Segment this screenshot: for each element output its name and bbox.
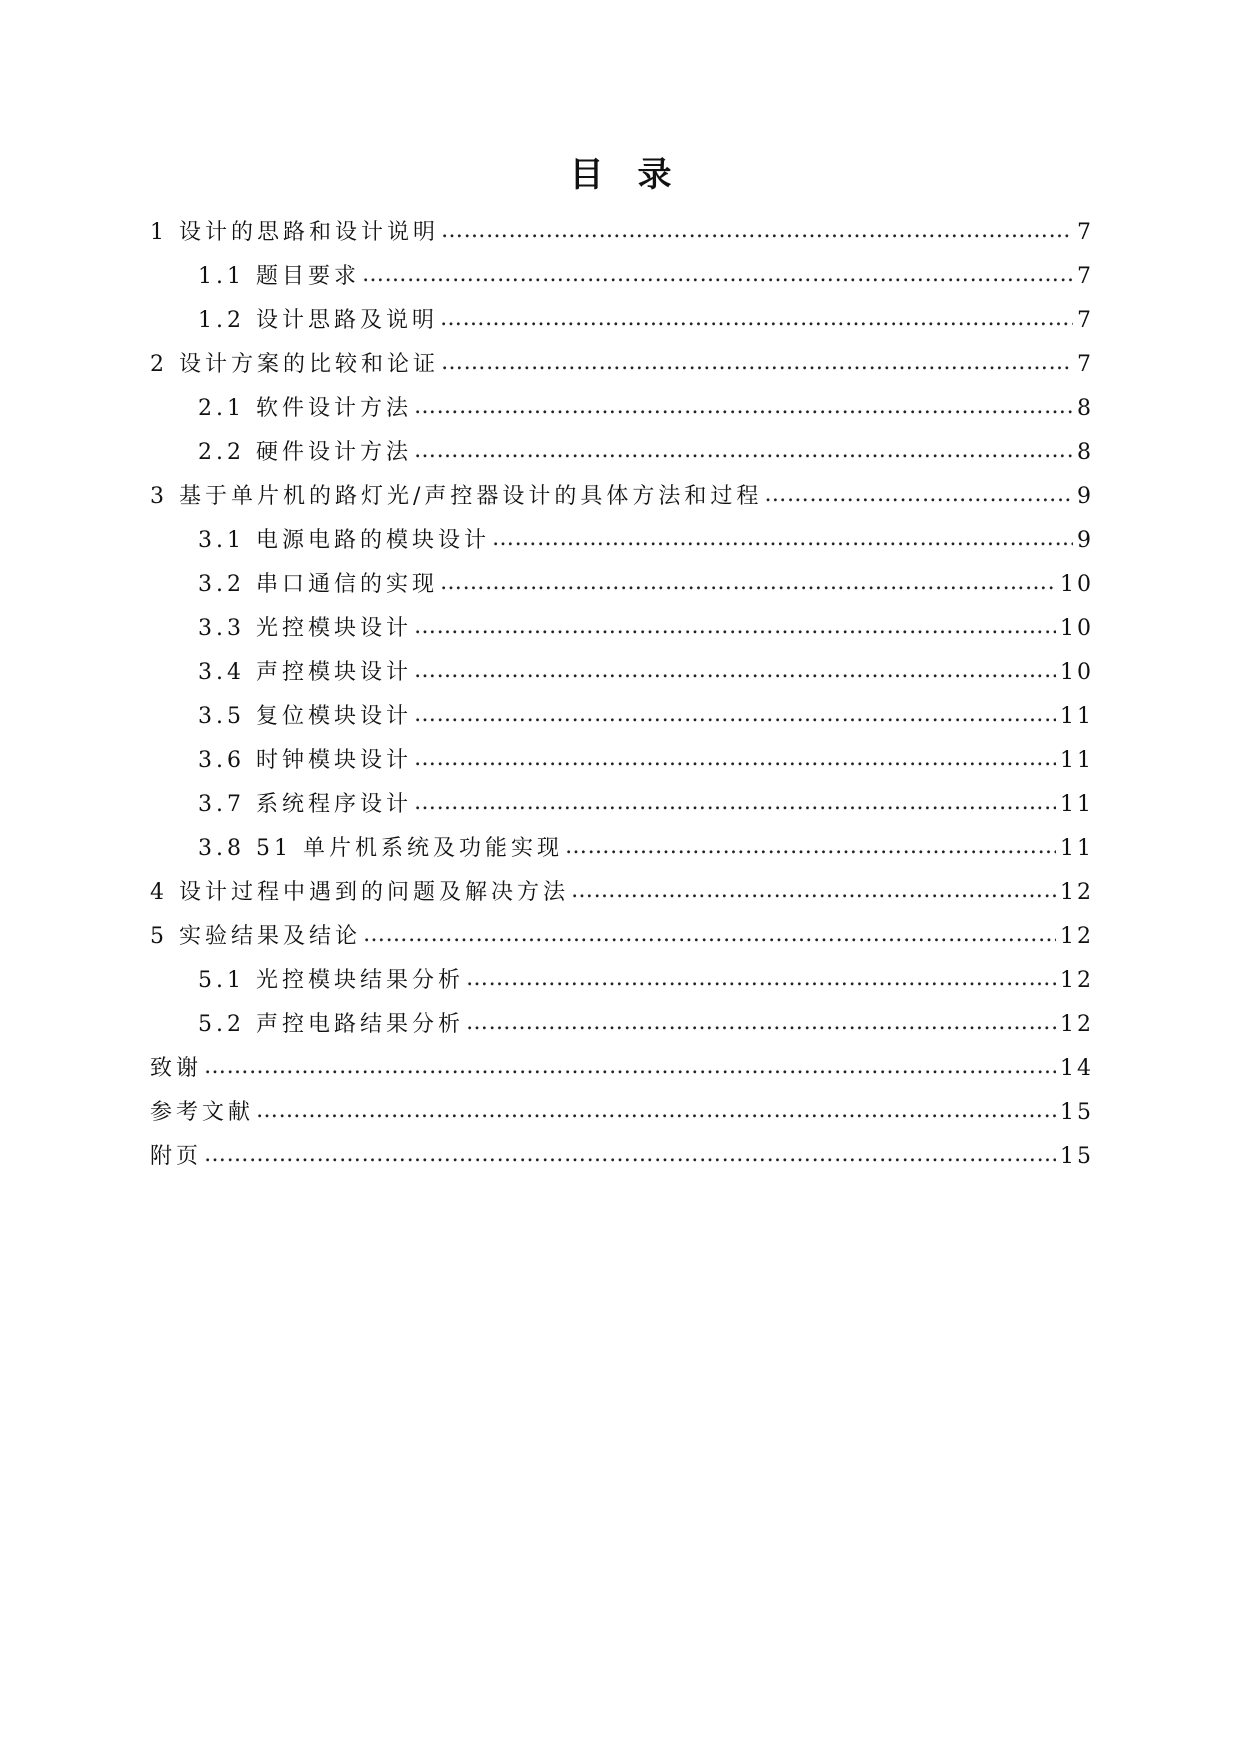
toc-dot-leader [362,260,1073,290]
toc-dot-leader [571,876,1056,906]
toc-dot-leader [466,1008,1056,1038]
toc-entry-label: 3.1 电源电路的模块设计 [198,528,490,553]
toc-entry-page: 7 [1077,220,1094,245]
toc-entry-label: 致谢 [150,1056,203,1081]
toc-entry [198,786,1094,820]
toc-dot-leader [414,436,1073,466]
toc-entry-page: 8 [1077,440,1094,465]
toc-dot-leader [414,700,1056,730]
toc-entry-page: 7 [1077,264,1094,289]
toc-entry-page: 11 [1060,748,1094,773]
toc-dot-leader [441,216,1073,246]
toc-entry-label: 3.6 时钟模块设计 [198,748,412,773]
toc-dot-leader [414,392,1073,422]
toc-entry [150,918,1094,952]
toc-entry-page: 9 [1077,528,1094,553]
toc-dot-leader [492,524,1073,554]
toc-dot-leader [414,612,1056,642]
toc-entry-page: 15 [1060,1100,1094,1125]
toc-entry-label: 3.7 系统程序设计 [198,792,412,817]
toc-entry-label: 5.2 声控电路结果分析 [198,1012,464,1037]
toc-entry-label: 5.1 光控模块结果分析 [198,968,464,993]
toc-entry [198,698,1094,732]
toc-entry-page: 7 [1077,308,1094,333]
toc-entry-label: 参考文献 [150,1100,255,1125]
toc-entry [198,434,1094,468]
toc-entry [198,742,1094,776]
toc-entry-label: 附页 [150,1144,203,1169]
toc-entry-page: 11 [1060,704,1094,729]
toc-entry-page: 9 [1077,484,1094,509]
toc-entry-page: 11 [1060,792,1094,817]
toc-entry [150,1094,1094,1128]
toc-entry-label: 5 实验结果及结论 [150,924,361,949]
toc-dot-leader [440,568,1056,598]
toc-entry-page: 10 [1060,572,1094,597]
toc-entry [150,1138,1094,1172]
toc-entry-label: 1 设计的思路和设计说明 [150,220,439,245]
toc-dot-leader [363,920,1056,950]
toc-entry [150,478,1094,512]
toc-entry [198,962,1094,996]
toc-entry-page: 8 [1077,396,1094,421]
toc-entry [150,1050,1094,1084]
toc-entry [198,390,1094,424]
toc-dot-leader [466,964,1056,994]
toc-dot-leader [565,832,1056,862]
toc-entry [198,1006,1094,1040]
toc-title: 目 录 [569,155,672,195]
toc-dot-leader [441,348,1073,378]
toc-dot-leader [256,1096,1056,1126]
toc-entry-page: 15 [1060,1144,1094,1169]
toc-entry [150,874,1094,908]
toc-entry [198,258,1094,292]
toc-entry-label: 3.2 串口通信的实现 [198,572,438,597]
toc-entry-label: 3.8 51 单片机系统及功能实现 [198,836,563,861]
toc-entry-page: 12 [1060,1012,1094,1037]
toc-entry [150,214,1094,248]
toc-dot-leader [440,304,1073,334]
toc-entry-label: 3.3 光控模块设计 [198,616,412,641]
toc-entry-page: 14 [1060,1056,1094,1081]
toc-entry-page: 12 [1060,924,1094,949]
toc-dot-leader [764,480,1073,510]
toc-entry [150,346,1094,380]
toc-entry [198,654,1094,688]
toc-entry [198,610,1094,644]
toc-entry-label: 1.2 设计思路及说明 [198,308,438,333]
toc-dot-leader [414,788,1056,818]
toc-entry-page: 11 [1060,836,1094,861]
toc-dot-leader [204,1140,1056,1170]
toc-dot-leader [414,656,1056,686]
toc-entry-label: 3.5 复位模块设计 [198,704,412,729]
toc-entry-page: 12 [1060,968,1094,993]
toc-entry [198,566,1094,600]
toc-entry [198,522,1094,556]
toc-dot-leader [204,1052,1056,1082]
toc-entry-label: 3 基于单片机的路灯光/声控器设计的具体方法和过程 [150,484,763,509]
toc-entry-page: 7 [1077,352,1094,377]
toc-entry-page: 10 [1060,616,1094,641]
toc-dot-leader [414,744,1056,774]
toc-entry-label: 1.1 题目要求 [198,264,360,289]
toc-entry [198,830,1094,864]
toc-entry-label: 4 设计过程中遇到的问题及解决方法 [150,880,569,905]
toc-entry-label: 2.1 软件设计方法 [198,396,412,421]
toc-entry [198,302,1094,336]
toc-entry-label: 3.4 声控模块设计 [198,660,412,685]
toc-entry-label: 2 设计方案的比较和论证 [150,352,439,377]
toc-entry-label: 2.2 硬件设计方法 [198,440,412,465]
toc-entry-page: 12 [1060,880,1094,905]
toc-entry-page: 10 [1060,660,1094,685]
